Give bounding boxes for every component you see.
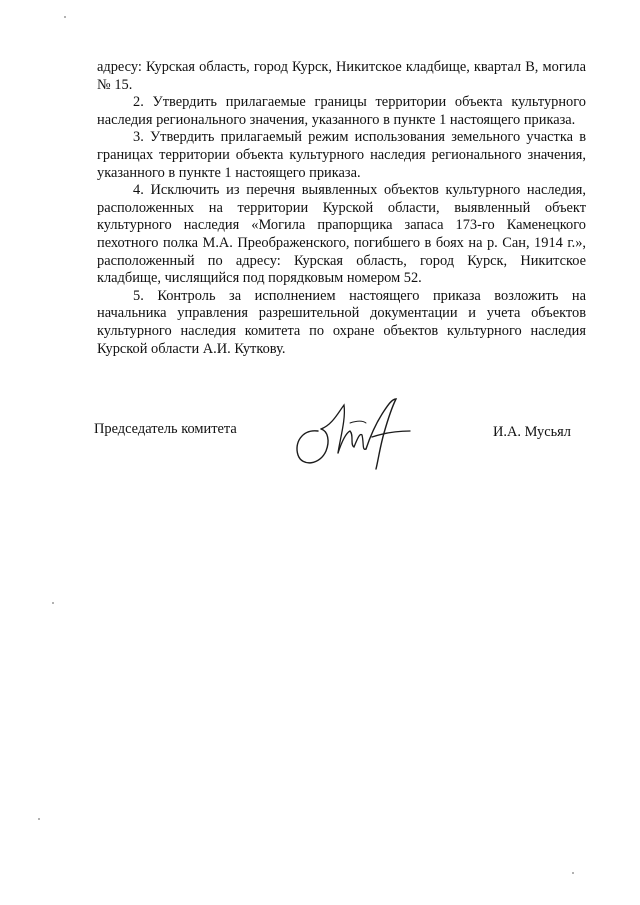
handwritten-signature: [288, 393, 413, 473]
paragraph-item-5: 5. Контроль за исполнением настоящего приказа возложить на начальника управления разрешительной документации и учета объектов культурного наследия комитета по охране объектов культурного наследия Курской области А.И. Куткову.: [97, 287, 586, 357]
intro-paragraph: адресу: Курская область, город Курск, Никитское кладбище, квартал В, могила № 15.: [97, 59, 586, 93]
paragraph-item-3: 3. Утвердить прилагаемый режим использования земельного участка в границах территории объекта культурного наследия регионального значения, указанного в пункте 1 настоящего приказа.: [97, 129, 586, 181]
scan-speck: [64, 16, 66, 18]
paragraph-item-2: 2. Утвердить прилагаемые границы территории объекта культурного наследия регионального значения, указанного в пункте 1 настоящего приказа.: [97, 94, 586, 128]
signer-name: И.А. Мусьял: [493, 424, 571, 440]
signer-position-title: Председатель комитета: [94, 421, 237, 437]
paragraph-item-4: 4. Исключить из перечня выявленных объектов культурного наследия, расположенных на территории Курской области, выявленный объект культурного наследия «Могила прапорщика запаса 173-го Каменецкого пехотного полка М.А. Преображенского, погибшего в боях на р. Сан, 1914 г.», расположенный по адресу: Курская область, город Курск, Никитское кладбище, числящийся под порядковым номером 52.: [97, 182, 586, 287]
document-body: [97, 59, 586, 358]
scan-speck: [38, 818, 40, 820]
scan-speck: [572, 872, 574, 874]
scan-speck: [52, 602, 54, 604]
